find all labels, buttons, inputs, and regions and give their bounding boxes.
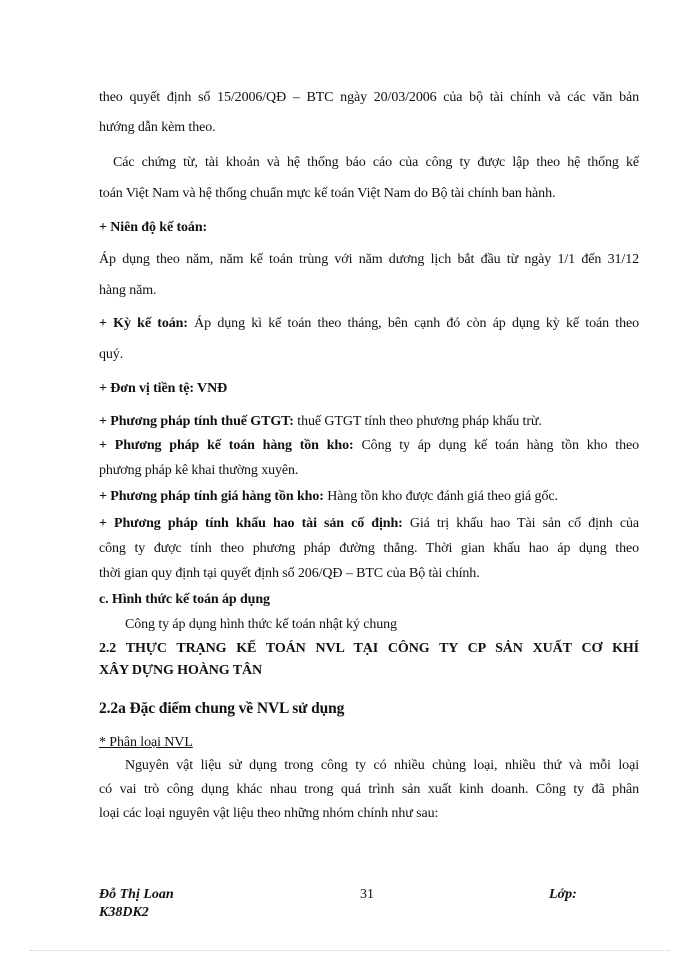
page-bottom-divider: [30, 950, 670, 951]
nien-do-heading: + Niên độ kế toán:: [99, 220, 208, 235]
paragraph-line: theo quyết định số 15/2006/QĐ – BTC ngày 20/03/2006 của bộ tài chính và các văn bản: [99, 90, 639, 105]
ky-ke-toan-line: + Kỳ kế toán: Áp dụng kì kế toán theo tháng, bên cạnh đó còn áp dụng kỳ kế toán theo: [99, 316, 639, 331]
paragraph-line: quý.: [99, 347, 124, 362]
hinh-thuc-heading: c. Hình thức kế toán áp dụng: [99, 592, 270, 607]
phan-loai-heading: * Phân loại NVL: [99, 735, 193, 750]
section-2-2-heading: 2.2 THỰC TRẠNG KẾ TOÁN NVL TẠI CÔNG TY CP SẢN XUẤT CƠ KHÍ: [99, 641, 639, 656]
paragraph-line: công ty được tính theo phương pháp đường thẳng. Thời gian khấu hao áp dụng theo: [99, 541, 639, 556]
paragraph-line: Công ty áp dụng hình thức kế toán nhật ký chung: [125, 617, 397, 632]
paragraph-line: Các chứng từ, tài khoản và hệ thống báo cáo của công ty được lập theo hệ thống kế: [113, 155, 639, 170]
section-2-2-heading-cont: XÂY DỰNG HOÀNG TÂN: [99, 663, 262, 678]
paragraph-line: hàng năm.: [99, 283, 157, 298]
khau-hao-line: + Phương pháp tính khấu hao tài sản cố định: Giá trị khấu hao Tài sản cố định của: [99, 516, 639, 531]
page-number: 31: [360, 887, 374, 902]
paragraph-line: toán Việt Nam và hệ thống chuẩn mực kế toán Việt Nam do Bộ tài chính ban hành.: [99, 186, 556, 201]
paragraph-line: hướng dẫn kèm theo.: [99, 120, 216, 135]
footer-class-label: Lớp:: [549, 887, 577, 902]
paragraph-line: Áp dụng theo năm, năm kế toán trùng với năm dương lịch bắt đầu từ ngày 1/1 đến 31/12: [99, 252, 639, 267]
hang-ton-kho-line: + Phương pháp kế toán hàng tồn kho: Công ty áp dụng kế toán hàng tồn kho theo: [99, 438, 639, 453]
gia-ton-kho-line: + Phương pháp tính giá hàng tồn kho: Hàng tồn kho được đánh giá theo giá gốc.: [99, 489, 558, 504]
don-vi-tien-te: + Đơn vị tiền tệ: VNĐ: [99, 381, 228, 396]
paragraph-line: phương pháp kê khai thường xuyên.: [99, 463, 299, 478]
section-2-2a-heading: 2.2a Đặc điểm chung về NVL sử dụng: [99, 700, 345, 717]
footer-author: Đỗ Thị Loan: [99, 887, 174, 902]
paragraph-line: có vai trò công dụng khác nhau trong quá trình sản xuất kinh doanh. Công ty đã phân: [99, 782, 639, 797]
paragraph-line: loại các loại nguyên vật liệu theo những nhóm chính như sau:: [99, 806, 439, 821]
paragraph-line: thời gian quy định tại quyết định số 206/QĐ – BTC của Bộ tài chính.: [99, 566, 480, 581]
gtgt-line: + Phương pháp tính thuế GTGT: thuế GTGT tính theo phương pháp khấu trừ.: [99, 414, 542, 429]
footer-class-code: K38DK2: [99, 905, 149, 920]
paragraph-line: Nguyên vật liệu sử dụng trong công ty có nhiều chủng loại, nhiều thứ và mỗi loại: [125, 758, 639, 773]
